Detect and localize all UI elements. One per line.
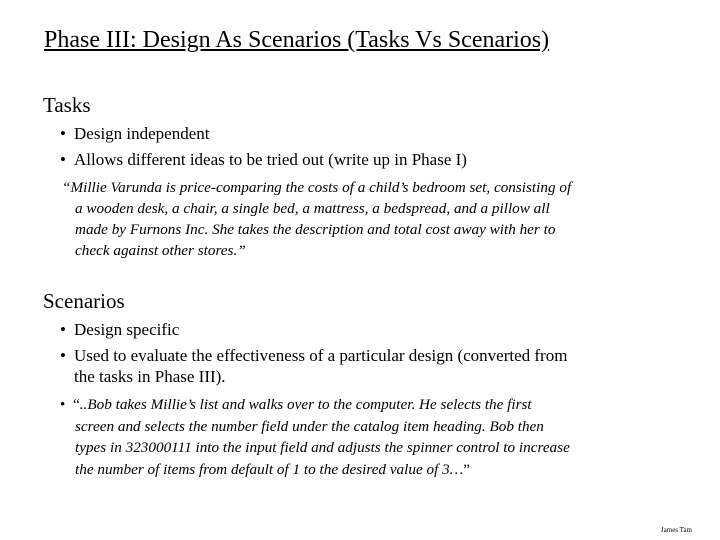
scenarios-bullet-2: [60, 345, 680, 387]
scenarios-bullet-2-line: the tasks in Phase III).: [74, 367, 226, 386]
scenario-example-close-quote: ”: [463, 460, 470, 478]
tasks-bullet-1: [60, 123, 680, 144]
scenario-example: [60, 394, 690, 480]
scenarios-bullet-2-line: Used to evaluate the effectiveness of a particular design (converted from: [74, 346, 568, 365]
scenario-example-open-quote: “: [73, 396, 80, 413]
bullet-glyph: •: [60, 150, 66, 169]
page-title: Phase III: Design As Scenarios (Tasks Vs Scenarios): [44, 27, 550, 53]
bullet-glyph: •: [60, 346, 66, 365]
scenarios-heading: Scenarios: [43, 289, 125, 313]
scenario-example-line: ..Bob takes Millie’s list and walks over to the computer. He selects the first: [79, 396, 532, 413]
task-example-line: “Millie Varunda is price-comparing the costs of a child’s bedroom set, consisting of: [62, 179, 572, 196]
scenario-example-line: types in 323000111 into the input field and adjusts the spinner control to increase: [75, 439, 570, 456]
tasks-heading: Tasks: [43, 93, 91, 117]
task-example-quote: [62, 177, 687, 261]
task-example-line: check against other stores.”: [75, 242, 246, 259]
bullet-glyph: •: [60, 396, 66, 413]
author-footer: James Tam: [660, 526, 692, 534]
scenarios-bullet-1-text: Design specific: [74, 320, 180, 339]
scenario-example-line: screen and selects the number field under the catalog item heading. Bob then: [75, 417, 544, 435]
tasks-bullet-2-text: Allows different ideas to be tried out (write up in Phase I): [74, 150, 467, 169]
task-example-line: a wooden desk, a chair, a single bed, a mattress, a bedspread, and a pillow all: [75, 200, 550, 217]
tasks-bullet-2: [60, 149, 680, 170]
scenario-example-line: the number of items from default of 1 to the desired value of 3…: [75, 460, 464, 478]
tasks-bullet-1-text: Design independent: [74, 124, 210, 143]
bullet-glyph: •: [60, 320, 66, 339]
scenarios-bullet-1: [60, 319, 680, 340]
task-example-line: made by Furnons Inc. She takes the description and total cost away with her to: [75, 221, 556, 238]
bullet-glyph: •: [60, 124, 66, 143]
